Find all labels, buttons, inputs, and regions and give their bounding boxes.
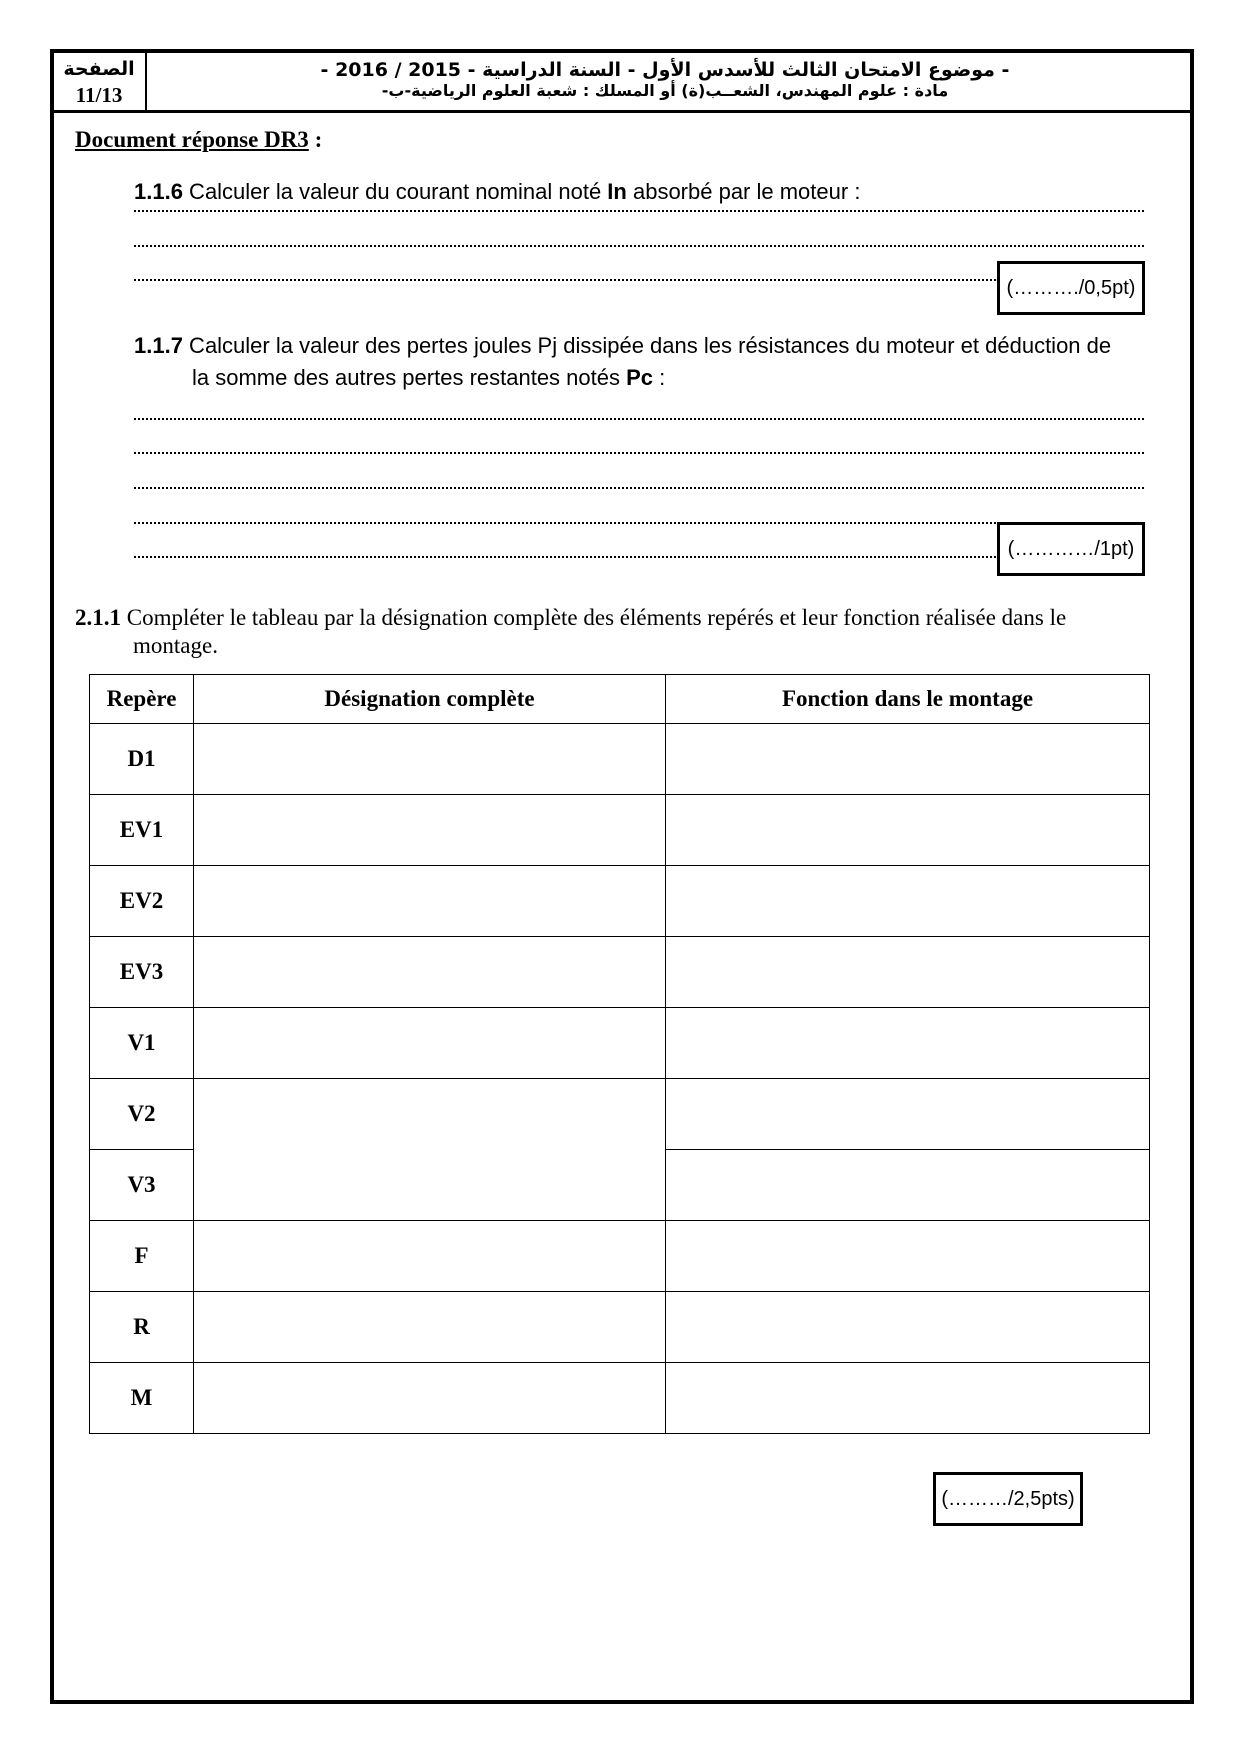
table-header-row [90,675,1150,724]
row-label: D1 [90,724,194,795]
row-label: V1 [90,1008,194,1079]
table-row [90,795,1150,866]
table-row [90,1079,1150,1150]
question-1-1-7 [134,330,1144,394]
document-title [75,126,322,154]
fonction-cell[interactable] [666,1008,1150,1079]
question-bold-term: In [607,179,627,204]
score-box: (………./0,5pt) [997,261,1145,315]
fonction-cell[interactable] [666,1079,1150,1150]
score-box: (………/2,5pts) [933,1472,1083,1526]
question-2-1-1 [75,604,1155,660]
table-row [90,724,1150,795]
designation-cell[interactable] [194,1292,666,1363]
header-fonction: Fonction dans le montage [666,675,1150,724]
page-label: الصفحة [63,58,135,80]
answer-table [89,674,1150,1434]
question-number: 1.1.6 [134,179,183,204]
designation-cell[interactable] [194,795,666,866]
table-row [90,1008,1150,1079]
exam-title: - موضوع الامتحان الثالث للأسدس الأول - السنة الدراسية - 2015 / 2016 - [320,59,1010,81]
question-text-end: : [653,365,666,390]
fonction-cell[interactable] [666,937,1150,1008]
answer-line[interactable] [134,245,1144,247]
header-column-divider [145,52,147,112]
row-label: R [90,1292,194,1363]
fonction-cell[interactable] [666,1363,1150,1434]
fonction-cell[interactable] [666,1292,1150,1363]
answer-line[interactable] [134,452,1144,454]
fonction-cell[interactable] [666,1150,1150,1221]
answer-line[interactable] [134,210,1144,212]
question-number: 1.1.7 [134,333,183,358]
score-box: (…………/1pt) [997,522,1145,576]
exam-subject: مادة : علوم المهندس، الشعــب(ة) أو المسلك : شعبة العلوم الرياضية-ب- [381,81,949,100]
row-label: EV1 [90,795,194,866]
question-text-end: absorbé par le moteur : [626,179,861,204]
row-label: EV3 [90,937,194,1008]
row-label: V3 [90,1150,194,1221]
row-label: F [90,1221,194,1292]
row-label: EV2 [90,866,194,937]
document-title-colon: : [308,127,323,152]
header-repere: Repère [90,675,194,724]
document-title-text: Document réponse DR3 [75,127,309,152]
designation-cell[interactable] [194,1221,666,1292]
designation-cell[interactable] [194,1363,666,1434]
row-label: V2 [90,1079,194,1150]
answer-line[interactable] [134,522,1144,524]
designation-cell[interactable] [194,724,666,795]
designation-cell-merged[interactable] [194,1079,666,1221]
page-number: 11/13 [75,83,123,107]
table-row [90,1363,1150,1434]
question-bold-term: Pc [626,365,654,390]
question-text: Compléter le tableau par la désignation complète des éléments repérés et leur fonction réalisée dans le [121,605,1067,630]
question-continuation: montage. [133,633,218,658]
designation-cell[interactable] [194,866,666,937]
question-number: 2.1.1 [75,605,121,630]
answer-line[interactable] [134,279,1144,281]
question-1-1-6 [134,176,1144,208]
fonction-cell[interactable] [666,724,1150,795]
table-row [90,1292,1150,1363]
question-text: Calculer la valeur des pertes joules Pj dissipée dans les résistances du moteur et déduction de [182,333,1112,358]
question-continuation [134,362,1144,394]
answer-line[interactable] [134,487,1144,489]
table-row [90,866,1150,937]
fonction-cell[interactable] [666,1221,1150,1292]
question-text: Calculer la valeur du courant nominal noté [182,179,608,204]
table-row [90,937,1150,1008]
fonction-cell[interactable] [666,866,1150,937]
designation-cell[interactable] [194,1008,666,1079]
question-text-2: la somme des autres pertes restantes notés [192,365,627,390]
designation-cell[interactable] [194,937,666,1008]
table-row [90,1221,1150,1292]
answer-line[interactable] [134,418,1144,420]
fonction-cell[interactable] [666,795,1150,866]
header-designation: Désignation complète [194,675,666,724]
answer-line[interactable] [134,556,1144,558]
row-label: M [90,1363,194,1434]
header-divider [50,110,1190,113]
